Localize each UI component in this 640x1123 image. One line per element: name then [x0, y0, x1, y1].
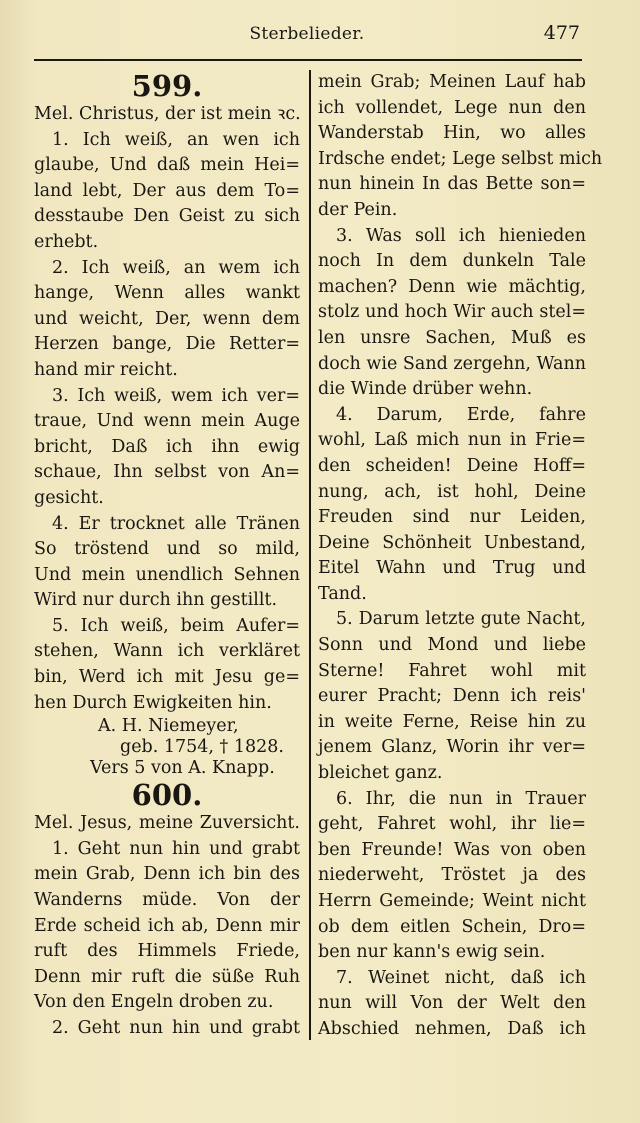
- hymn-600-continued-text: [318, 70, 603, 1043]
- verse-line: ruft des Himmels Friede,: [34, 941, 300, 962]
- hymn-599-text: [34, 128, 300, 717]
- verse-line: 5. Ich weiß, beim Aufer=: [52, 615, 300, 636]
- verse-credit: Vers 5 von A. Knapp.: [90, 758, 275, 779]
- verse-line: 2. Geht nun hin und grabt: [52, 1018, 300, 1038]
- verse-line: niederweht, Tröstet ja des: [318, 865, 586, 886]
- verse-line: ben Freunde! Was von oben: [318, 839, 586, 860]
- verse-line: Wanderstab Hin, wo alles: [318, 123, 586, 144]
- verse-line: 3. Ich weiß, wem ich ver=: [52, 385, 300, 406]
- verse-line: Tand.: [318, 583, 367, 604]
- verse-line: machen? Denn wie mächtig,: [318, 276, 586, 297]
- right-column: [318, 70, 603, 1043]
- verse-line: Sterne! Fahret wohl mit: [318, 660, 586, 681]
- verse-line: 1. Geht nun hin und grabt: [52, 838, 300, 859]
- verse-line: 4. Darum, Erde, fahre: [336, 404, 586, 425]
- verse-line: Eitel Wahn und Trug und: [318, 558, 586, 579]
- verse-line: desstaube Den Geist zu sich: [34, 206, 300, 227]
- verse-line: Von den Engeln droben zu.: [34, 992, 274, 1013]
- author-name: A. H. Niemeyer,: [98, 716, 239, 737]
- page-header: [34, 20, 580, 50]
- verse-line: nung, ach, ist hohl, Deine: [318, 481, 586, 502]
- verse-line: 7. Weinet nicht, daß ich: [336, 967, 586, 988]
- verse-line: ob dem eitlen Schein, Dro=: [318, 916, 586, 937]
- verse-line: Erde scheid ich ab, Denn mir: [34, 915, 300, 936]
- verse-line: Wird nur durch ihn gestillt.: [34, 590, 278, 611]
- verse-line: 3. Was soll ich hienieden: [336, 225, 586, 246]
- verse-line: 5. Darum letzte gute Nacht,: [336, 609, 586, 630]
- melody-line: Mel. Christus, der ist mein ꝛc.: [34, 104, 301, 124]
- verse-line: traue, Und wenn mein Auge: [34, 411, 300, 432]
- verse-line: Denn mir ruft die süße Ruh: [34, 966, 300, 987]
- verse-line: Freuden sind nur Leiden,: [318, 507, 586, 528]
- verse-line: hange, Wenn alles wankt: [34, 283, 300, 304]
- verse-line: Abschied nehmen, Daß ich: [318, 1018, 586, 1039]
- verse-line: hand mir reicht.: [34, 359, 178, 380]
- left-column: [34, 70, 300, 1042]
- verse-line: Herzen bange, Die Retter=: [34, 334, 300, 355]
- verse-line: doch wie Sand zergehn, Wann: [318, 353, 586, 374]
- hymn-number-600: 600.: [131, 778, 203, 813]
- hymn-600-text: [34, 837, 300, 1042]
- verse-line: und weicht, Der, wenn dem: [34, 308, 300, 329]
- verse-line: mein Grab, Denn ich bin des: [34, 864, 300, 885]
- verse-line: eurer Pracht; Denn ich reis': [318, 686, 586, 707]
- page-number: 477: [543, 22, 580, 44]
- verse-line: Sonn und Mond und liebe: [318, 635, 586, 656]
- verse-line: geht, Fahret wohl, ihr lie=: [318, 814, 586, 835]
- verse-line: glaube, Und daß mein Hei=: [34, 155, 300, 176]
- verse-line: Herrn Gemeinde; Weint nicht: [318, 891, 586, 911]
- verse-line: wohl, Laß mich nun in Frie=: [318, 430, 586, 451]
- melody-line: Mel. Jesus, meine Zuversicht.: [34, 813, 300, 834]
- verse-line: ben nur kann's ewig sein.: [318, 942, 546, 963]
- verse-line: Und mein unendlich Sehnen: [34, 564, 300, 585]
- verse-line: bin, Werd ich mit Jesu ge=: [34, 667, 300, 688]
- verse-line: nun hinein In das Bette son=: [318, 174, 586, 195]
- author-dates: geb. 1754, † 1828.: [120, 737, 284, 758]
- verse-line: schaue, Ihn selbst von An=: [34, 462, 300, 483]
- verse-line: in weite Ferne, Reise hin zu: [318, 711, 586, 732]
- verse-line: jenem Glanz, Worin ihr ver=: [318, 737, 586, 758]
- verse-line: stehen, Wann ich verkläret: [34, 641, 300, 662]
- verse-line: erhebt.: [34, 231, 99, 252]
- verse-line: nun will Von der Welt den: [318, 993, 586, 1014]
- verse-line: bricht, Daß ich ihn ewig: [34, 436, 300, 457]
- verse-line: 1. Ich weiß, an wen ich: [52, 129, 300, 150]
- verse-line: den scheiden! Deine Hoff=: [318, 455, 586, 476]
- verse-line: hen Durch Ewigkeiten hin.: [34, 692, 272, 713]
- verse-line: Wanderns müde. Von der: [34, 890, 300, 911]
- verse-line: stolz und hoch Wir auch stel=: [318, 302, 586, 323]
- verse-line: len unsre Sachen, Muß es: [318, 327, 586, 348]
- verse-line: mein Grab; Meinen Lauf hab: [318, 72, 586, 92]
- verse-line: land lebt, Der aus dem To=: [34, 180, 300, 201]
- verse-line: 4. Er trocknet alle Tränen: [52, 513, 300, 534]
- column-divider: [309, 70, 311, 1040]
- hymn-number-599: 599.: [131, 69, 203, 103]
- verse-line: noch In dem dunkeln Tale: [318, 251, 586, 272]
- verse-line: ich vollendet, Lege nun den: [318, 97, 586, 118]
- verse-line: die Winde drüber wehn.: [318, 379, 533, 400]
- verse-line: So tröstend und so mild,: [34, 539, 300, 560]
- verse-line: Deine Schönheit Unbestand,: [318, 532, 586, 553]
- verse-line: Irdsche endet; Lege selbst mich: [318, 148, 603, 169]
- verse-line: der Pein.: [318, 199, 398, 220]
- running-title: Sterbelieder.: [249, 24, 365, 44]
- verse-line: 2. Ich weiß, an wem ich: [52, 257, 300, 278]
- verse-line: gesicht.: [34, 487, 104, 508]
- verse-line: bleichet ganz.: [318, 763, 443, 784]
- verse-line: 6. Ihr, die nun in Trauer: [336, 788, 586, 809]
- header-rule: [34, 59, 582, 61]
